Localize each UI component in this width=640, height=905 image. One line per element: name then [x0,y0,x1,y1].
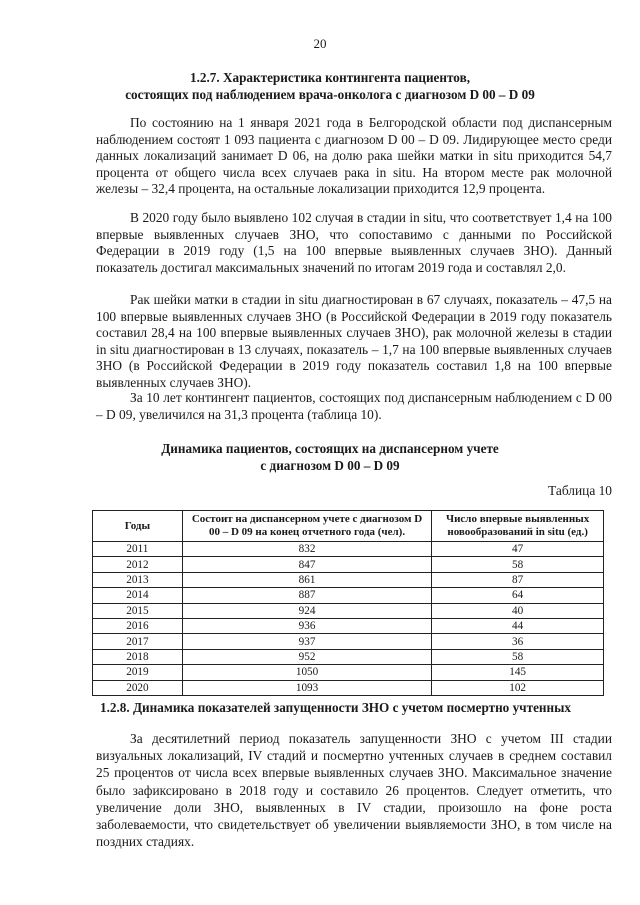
paragraph-3: Рак шейки матки в стадии in situ диагностирован в 67 случаях, показатель – 47,5 на 100 впервые выявленных случаев ЗНО (в Российской Федерации в 2019 году показатель составил 28,4 на 100 впервые выявленных случаев ЗНО), рак молочной железы в стадии in situ диагностирован в 13 случаях, показатель – 1,7 на 100 впервые выявленных случаев ЗНО (в Российской Федерации в 2019 году показатель составил 1,8 на 100 впервые выявленных случаев ЗНО). [96,292,612,390]
table-label: Таблица 10 [548,483,612,498]
table-title [90,440,570,474]
paragraph-4: За 10 лет контингент пациентов, состоящих под диспансерным наблюдением с D 00 – D 09, увеличился на 31,3 процента (таблица 10). [96,390,612,422]
table-row: 2019 1050 145 [93,665,604,680]
table-header-row [93,511,604,542]
table-row: 2011 832 47 [93,542,604,557]
section-2-paragraph: За десятилетний период показатель запущенности ЗНО с учетом III стадии визуальных локализаций, IV стадий и посмертно учтенных случаев в среднем составил 25 процентов от числа всех впервые выявленных случаев ЗНО. Максимальное значение было зафиксировано в 2018 году и составило 26 процентов. Следует отметить, что увеличение доли ЗНО, выявленных в IV стадии, произошло на фоне роста заболеваемости, что свидетельствует об увеличении выявляемости ЗНО, в том числе на поздних стадиях. [96,731,612,850]
table-title-line2: с диагнозом D 00 – D 09 [260,458,400,473]
section-title [90,69,570,103]
header-new-cases: Число впервые выявленных новообразований in situ (ед.) [432,511,604,542]
table-row: 2012 847 58 [93,557,604,572]
section-title-line2: состоящих под наблюдением врача-онколога с диагнозом D 00 – D 09 [125,87,535,102]
table-row: 2016 936 44 [93,618,604,633]
page-number: 20 [313,36,327,51]
header-years: Годы [93,511,183,542]
table-row: 2020 1093 102 [93,680,604,695]
section-title-line1: 1.2.7. Характеристика контингента пациентов, [189,70,470,85]
paragraph-2: В 2020 году было выявлено 102 случая в стадии in situ, что соответствует 1,4 на 100 впервые выявленных случаев ЗНО, что сопоставимо с данными по Российской Федерации в 2019 году (1,5 на 100 впервые выявленных случаев ЗНО). Данный показатель достигал максимальных значений по итогам 2019 года и составлял 2,0. [96,210,612,275]
table-row: 2018 952 58 [93,649,604,664]
table-row: 2017 937 36 [93,634,604,649]
section-2-title: 1.2.8. Динамика показателей запущенности ЗНО с учетом посмертно учтенных [100,700,572,715]
table-title-line1: Динамика пациентов, состоящих на диспансерном учете [161,441,499,456]
header-registered: Состоит на диспансерном учете с диагнозом D 00 – D 09 на конец отчетного года (чел). [182,511,431,542]
table-row: 2015 924 40 [93,603,604,618]
table-row: 2013 861 87 [93,572,604,587]
data-table [92,510,604,696]
paragraph-1: По состоянию на 1 января 2021 года в Белгородской области под диспансерным наблюдением состоят 1 093 пациента с диагнозом D 00 – D 09. Лидирующее место среди данных локализаций занимает D 06, на долю рака шейки матки in situ приходится 54,7 процента от общего числа всех случаев рака in situ. На втором месте рак молочной железы – 32,4 процента, на остальные локализации приходится 12,9 процента. [96,115,612,197]
table-row: 2014 887 64 [93,588,604,603]
